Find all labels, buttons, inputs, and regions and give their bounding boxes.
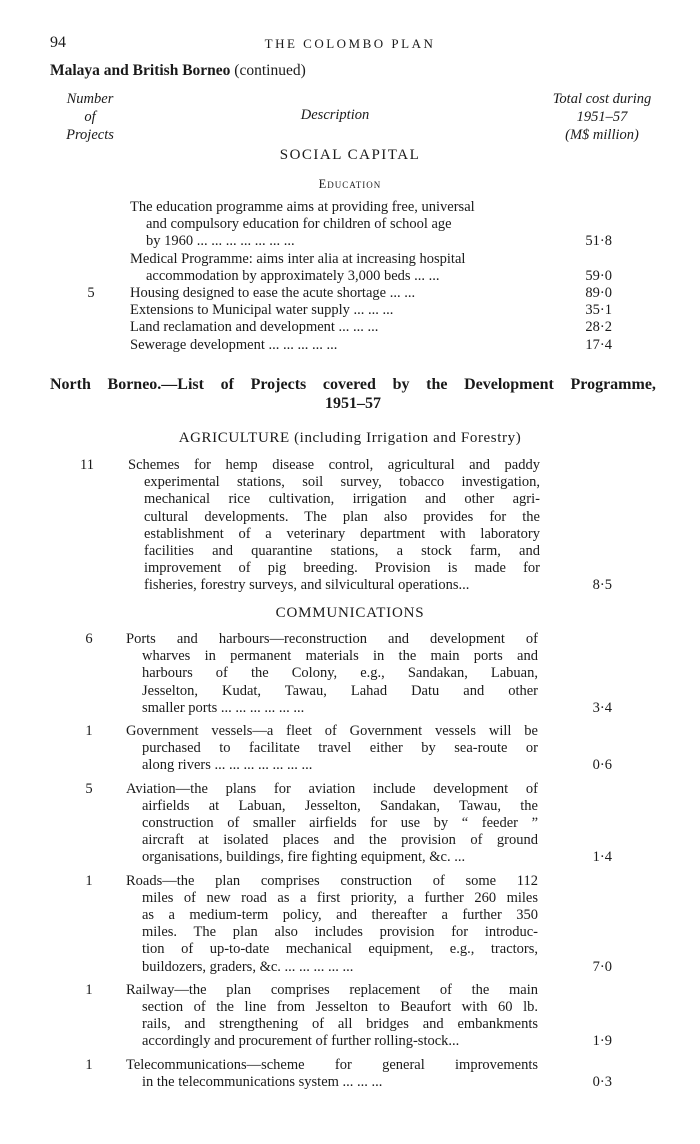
description-line: tion of up-to-date mechanical equipment, e.g., tractors,: [142, 941, 538, 958]
heading-word: Projects: [250, 376, 307, 393]
description-line: along rivers ... ... ... ... ... ... ...: [142, 757, 313, 774]
description-line: smaller ports ... ... ... ... ... ...: [142, 699, 305, 716]
item-project-count: 1: [85, 981, 93, 998]
heading-education: Education: [318, 177, 382, 191]
description-line: organisations, buildings, fire fighting equipment, &c. ...: [142, 849, 466, 866]
item-description: [130, 285, 545, 302]
description-line: accordingly and procurement of further rolling-stock...: [142, 1033, 460, 1050]
description-line: airfields at Labuan, Jesselton, Sandakan, Tawau, the: [142, 797, 538, 814]
item-cost: 59·0: [585, 267, 612, 284]
heading-word: Borneo.—List: [107, 376, 204, 393]
description-line: Railway—the plan comprises replacement of the main: [126, 981, 538, 998]
description-line: Aviation—the plans for aviation include development of: [126, 780, 538, 797]
heading-word: North: [50, 376, 91, 393]
description-line: rails, and strengthening of all bridges and embankments: [142, 1016, 538, 1033]
running-head: THE COLOMBO PLAN: [264, 36, 436, 51]
description-line: construction of smaller airfields for use by “ feeder ”: [142, 815, 538, 831]
item-cost: 17·4: [585, 336, 612, 353]
heading-word: Programme,: [570, 376, 656, 393]
item-cost: 1·9: [592, 1033, 612, 1050]
item-description: [126, 873, 538, 976]
item-cost: 51·8: [585, 233, 612, 250]
description-line: buildozers, graders, &c. ... ... ... ... ...: [142, 958, 354, 975]
heading-word: Development: [464, 376, 554, 393]
item-cost: 89·0: [585, 285, 612, 301]
heading-social-capital: SOCIAL CAPITAL: [279, 147, 421, 163]
description-line: wharves in permanent materials in the main ports and: [142, 648, 538, 665]
description-line: facilities and quarantine stations, a stock farm, and: [144, 543, 540, 560]
description-line: as a medium-term policy, and thereafter a further 350: [142, 907, 538, 923]
description-line: miles of new road as a first priority, a further 260 miles: [142, 889, 538, 906]
item-description: [130, 251, 545, 285]
item-description: [126, 723, 538, 775]
description-line: Land reclamation and development ... ... ...: [130, 319, 379, 336]
heading-word: the: [426, 376, 448, 393]
page-number: 94: [50, 34, 66, 51]
column-header-cost-line2: 1951–57: [576, 109, 628, 125]
item-cost: 8·5: [592, 577, 612, 594]
item-description: [126, 1057, 538, 1091]
description-line: by 1960 ... ... ... ... ... ... ...: [146, 233, 295, 250]
description-line: Medical Programme: aims inter alia at increasing hospital: [130, 250, 466, 267]
column-header-number-line1: Number: [66, 91, 114, 107]
item-description: [130, 337, 545, 354]
item-cost: 3·4: [592, 699, 612, 716]
item-project-count: 5: [87, 285, 95, 301]
heading-word: covered: [322, 376, 376, 393]
description-line: Jesselton, Kudat, Tawau, Lahad Datu and other: [142, 682, 538, 699]
description-line: aircraft at isolated places and the provision of ground: [142, 832, 538, 849]
description-line: The education programme aims at providing free, universal: [130, 199, 475, 215]
item-project-count: 1: [85, 723, 93, 739]
item-description: [130, 302, 545, 319]
item-project-count: 1: [85, 872, 93, 889]
section-title-continued: (continued): [234, 62, 306, 79]
heading-agriculture: AGRICULTURE (including Irrigation and Forestry): [178, 430, 522, 446]
description-line: section of the line from Jesselton to Beaufort with 60 lb.: [142, 999, 538, 1015]
item-description: [126, 781, 538, 867]
item-cost: 28·2: [585, 319, 612, 336]
description-line: Housing designed to ease the acute shortage ... ...: [130, 285, 416, 301]
description-line: Roads—the plan comprises construction of some 112: [126, 872, 538, 889]
description-line: cultural developments. The plan also provides for the: [144, 508, 540, 525]
description-line: harbours of the Colony, e.g., Sandakan, Labuan,: [142, 665, 538, 682]
description-line: Schemes for hemp disease control, agricultural and paddy: [128, 457, 540, 473]
description-line: fisheries, forestry surveys, and silvicultural operations...: [144, 577, 470, 594]
description-line: and compulsory education for children of school age: [146, 216, 452, 233]
heading-north-borneo-line1: [50, 375, 656, 394]
item-description: [130, 319, 545, 336]
heading-word: of: [220, 376, 234, 393]
item-cost: 7·0: [592, 958, 612, 975]
description-line: experimental stations, soil survey, tobacco investigation,: [144, 474, 540, 491]
item-description: [126, 631, 538, 717]
column-header-description: Description: [300, 107, 370, 123]
description-line: mechanical rice cultivation, irrigation and other agri-: [144, 491, 540, 508]
item-project-count: 11: [80, 457, 94, 473]
description-line: Extensions to Municipal water supply ... ... ...: [130, 302, 394, 319]
heading-north-borneo: [50, 375, 656, 413]
description-line: in the telecommunications system ... ... ...: [142, 1073, 383, 1090]
column-header-cost: [528, 90, 676, 144]
item-cost: 0·6: [592, 757, 612, 774]
column-header-number-line2: of: [84, 109, 96, 125]
item-description: [126, 982, 538, 1051]
item-description: [130, 199, 545, 251]
item-project-count: 5: [85, 780, 93, 797]
item-cost: 0·3: [592, 1073, 612, 1090]
item-description: [128, 457, 540, 595]
description-line: establishment of a veterinary department with laboratory: [144, 525, 540, 542]
column-header-cost-line3: (M$ million): [565, 127, 639, 143]
heading-north-borneo-line2: 1951–57: [325, 395, 381, 412]
description-line: purchased to facilitate travel either by sea-route or: [142, 740, 538, 757]
description-line: accommodation by approximately 3,000 beds ... ...: [146, 267, 440, 284]
heading-word: by: [392, 376, 410, 393]
column-header-number-line3: Projects: [66, 127, 114, 143]
item-project-count: 1: [85, 1056, 93, 1073]
column-header-number: [56, 90, 124, 144]
description-line: Sewerage development ... ... ... ... ...: [130, 336, 338, 353]
heading-communications: COMMUNICATIONS: [275, 605, 425, 621]
description-line: Government vessels—a fleet of Government vessels will be: [126, 723, 538, 739]
item-cost: 35·1: [585, 302, 612, 319]
section-title-malaya: [50, 62, 306, 80]
description-line: Ports and harbours—reconstruction and development of: [126, 631, 538, 647]
item-project-count: 6: [85, 631, 93, 647]
description-line: miles. The plan also includes provision for introduc-: [142, 924, 538, 941]
section-title-bold: Malaya and British Borneo: [50, 62, 231, 79]
description-line: improvement of pig breeding. Provision is made for: [144, 560, 540, 577]
description-line: Telecommunications—scheme for general improvements: [126, 1056, 538, 1073]
item-cost: 1·4: [592, 849, 612, 866]
column-header-cost-line1: Total cost during: [552, 91, 652, 107]
